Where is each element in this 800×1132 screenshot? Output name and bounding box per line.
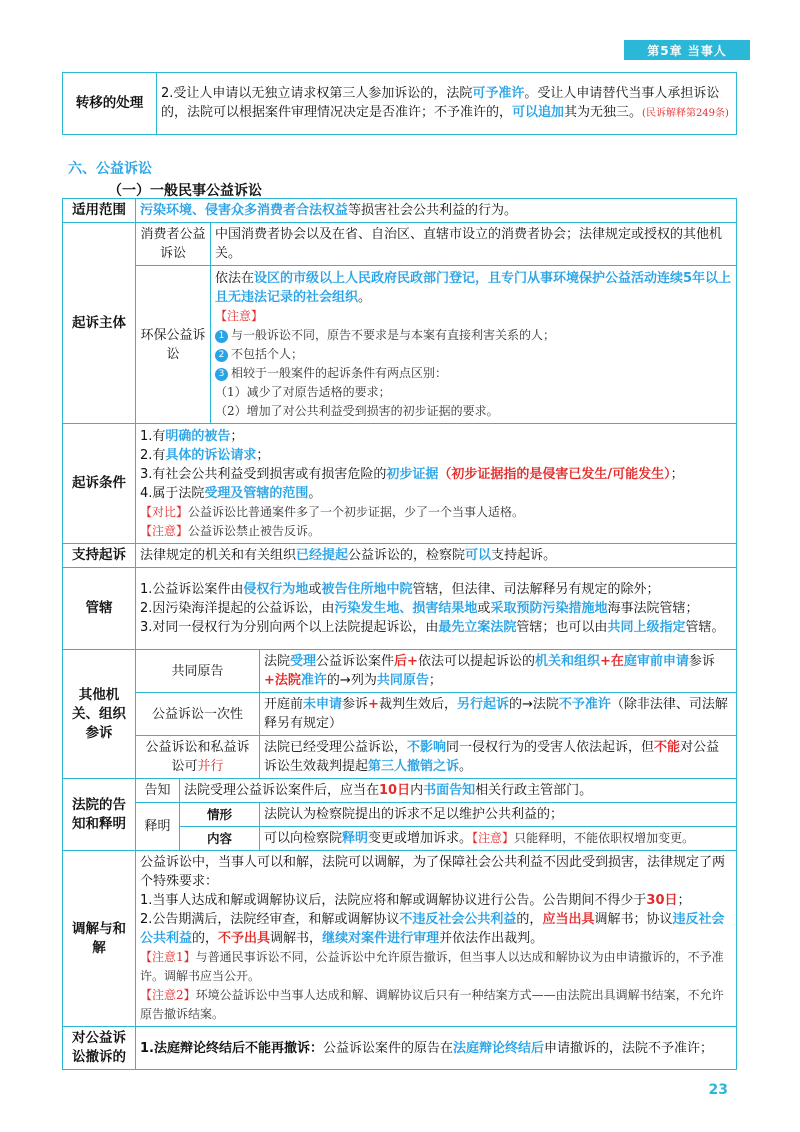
situation-text: 法院认为检察院提出的诉求不足以维护公共利益的；	[260, 803, 737, 827]
content-label: 内容	[180, 827, 260, 851]
page-number: 23	[708, 1082, 728, 1098]
support-text: 法律规定的机关和有关组织已经提起公益诉讼的，检察院可以支持起诉。	[136, 544, 737, 568]
subsection-title: （一）一般民事公益诉讼	[108, 183, 262, 199]
conditions-text: 1.有明确的被告； 2.有具体的诉讼请求； 3.有社会公共利益受到损害或有损害危险的初步证据（初步证据指的是侵害已发生/可能发生）； 4.属于法院受理及管辖的范围。 【对比】公益诉讼比普通案件多了一个初步证据，少了一个当事人适格。 【注意】公益诉讼禁止被告反诉。	[136, 424, 737, 544]
table-row	[63, 266, 737, 424]
row-label-notify: 法院的告知和释明	[63, 779, 136, 851]
table-row	[63, 199, 737, 223]
co-plaintiff-text: 法院受理公益诉讼案件后+依法可以提起诉讼的机关和组织+在庭审前申请参诉+法院准许的→列为共同原告；	[260, 650, 737, 693]
env-label: 环保公益诉讼	[136, 266, 211, 424]
row-label-support: 支持起诉	[63, 544, 136, 568]
number-badge-2: 2	[215, 349, 228, 362]
note-tag: 【注意】	[215, 308, 264, 323]
table-row	[63, 803, 737, 827]
table-row	[63, 544, 737, 568]
inform-text: 法院受理公益诉讼案件后，应当在10日内书面告知相关行政主管部门。	[180, 779, 737, 803]
parallel-text: 法院已经受理公益诉讼，不影响同一侵权行为的受害人依法起诉，但不能对公益诉讼生效裁判提起第三人撤销之诉。	[260, 736, 737, 779]
number-badge-3: 3	[215, 368, 228, 381]
chapter-banner: 第5章 当事人	[624, 40, 750, 60]
one-time-text: 开庭前未申请参诉+裁判生效后，另行起诉的→法院不予准许（除非法律、司法解释另有规定）	[260, 693, 737, 736]
consumer-text: 中国消费者协会以及在省、自治区、直辖市设立的消费者协会；法律规定或授权的其他机关。	[211, 223, 737, 266]
env-text: 依法在设区的市级以上人民政府民政部门登记，且专门从事环境保护公益活动连续5年以上且无违法记录的社会组织。 【注意】 1 与一般诉讼不同，原告不要求是与本案有直接利害关系的人； 2 不包括个人； 3 相较于一般案件的起诉条件有两点区别： （1）减少了对原告适格的要求； （2）增加了对公共利益受到损害的初步证据的要求。	[211, 266, 737, 424]
row-label-mediation: 调解与和解	[63, 851, 136, 1027]
section-title: 六、公益诉讼	[68, 161, 152, 177]
parallel-label: 公益诉讼和私益诉讼可并行	[136, 736, 260, 779]
co-plaintiff-label: 共同原告	[136, 650, 260, 693]
one-time-label: 公益诉讼一次性	[136, 693, 260, 736]
main-table	[62, 198, 737, 1070]
table-row	[63, 851, 737, 1027]
number-badge-1: 1	[215, 330, 228, 343]
table-row	[63, 650, 737, 693]
content-text: 可以向检察院释明变更或增加诉求。【注意】只能释明，不能依职权增加变更。	[260, 827, 737, 851]
legal-reference: (民诉解释第249条)	[642, 108, 729, 119]
table-row	[63, 693, 737, 736]
situation-label: 情形	[180, 803, 260, 827]
scope-text: 污染环境、侵害众多消费者合法权益等损害社会公共利益的行为。	[136, 199, 737, 223]
row-label-conditions: 起诉条件	[63, 424, 136, 544]
inform-label: 告知	[136, 779, 180, 803]
table-row	[63, 779, 737, 803]
table-row	[63, 223, 737, 266]
withdraw-text: 1.法庭辩论终结后不能再撤诉：公益诉讼案件的原告在法庭辩论终结后申请撤诉的，法院不予准许；	[136, 1027, 737, 1070]
table-row	[63, 424, 737, 544]
explain-label: 释明	[136, 803, 180, 851]
top-table	[62, 72, 737, 135]
table-row	[63, 568, 737, 650]
row-label-plaintiff: 起诉主体	[63, 223, 136, 424]
mediation-text: 公益诉讼中，当事人可以和解，法院可以调解，为了保障社会公共利益不因此受到损害，法律规定了两个特殊要求： 1.当事人达成和解或调解协议后，法院应将和解或调解协议进行公告。公告期间不得少于30日； 2.公告期满后，法院经审查，和解或调解协议不违反社会公共利益的，应当出具调解书；协议违反社会公共利益的，不予出具调解书，继续对案件进行审理并依法作出裁判。 【注意1】与普通民事诉讼不同，公益诉讼中允许原告撤诉，但当事人以达成和解协议为由申请撤诉的，不予准许。调解书应当公开。 【注意2】环境公益诉讼中当事人达成和解、调解协议后只有一种结案方式——由法院出具调解书结案，不允许原告撤诉结案。	[136, 851, 737, 1027]
table-row	[63, 736, 737, 779]
consumer-label: 消费者公益诉讼	[136, 223, 211, 266]
row-label-jurisdiction: 管辖	[63, 568, 136, 650]
jurisdiction-text: 1.公益诉讼案件由侵权行为地或被告住所地中院管辖，但法律、司法解释另有规定的除外； 2.因污染海洋提起的公益诉讼，由污染发生地、损害结果地或采取预防污染措施地海事法院管辖； 3.对同一侵权行为分别向两个以上法院提起诉讼，由最先立案法院管辖；也可以由共同上级指定管辖。	[136, 568, 737, 650]
row-label-scope: 适用范围	[63, 199, 136, 223]
row-label-transfer: 转移的处理	[63, 73, 157, 135]
row-label-withdraw: 对公益诉讼撤诉的	[63, 1027, 136, 1070]
row-label-others: 其他机关、组织参诉	[63, 650, 136, 779]
transfer-text: 2.受让人申请以无独立请求权第三人参加诉讼的，法院可予准许。受让人申请替代当事人承担诉讼的，法院可以根据案件审理情况决定是否准许；不予准许的，可以追加其为无独三。(民诉解释第249条)	[157, 73, 737, 135]
table-row	[63, 1027, 737, 1070]
